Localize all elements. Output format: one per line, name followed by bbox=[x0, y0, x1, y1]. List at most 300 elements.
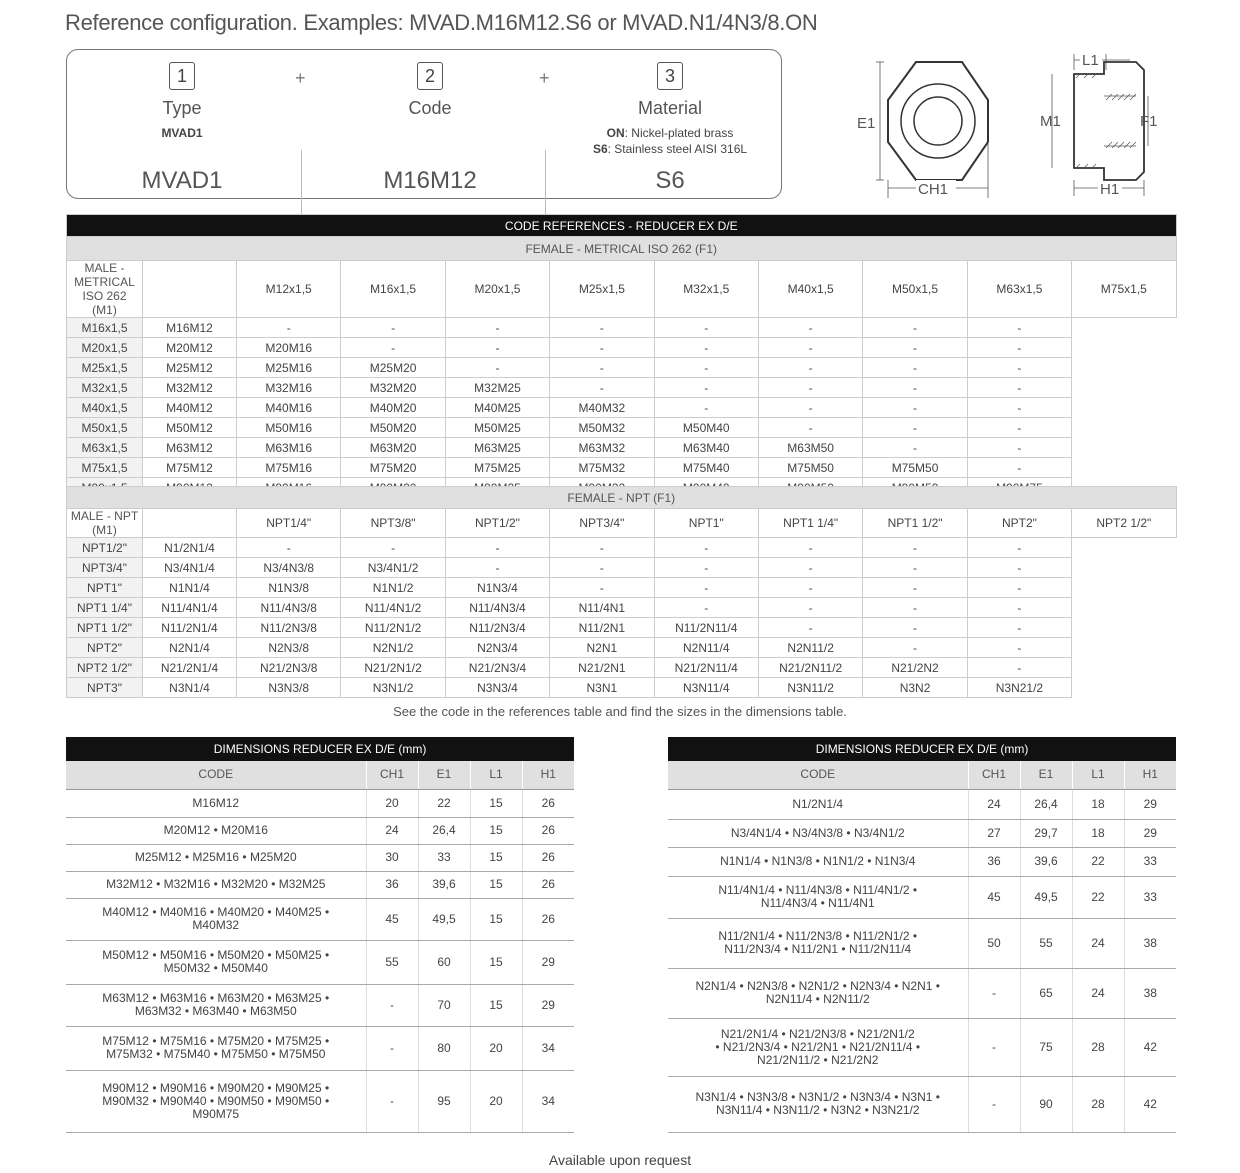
row-label: M20x1,5 bbox=[67, 338, 143, 358]
code-cell: - bbox=[758, 338, 862, 358]
code-cell: - bbox=[967, 378, 1071, 398]
table-row bbox=[66, 984, 574, 1026]
hex-front-view-drawing bbox=[850, 50, 1010, 200]
dimension-ch1: 36 bbox=[366, 871, 418, 898]
table-row bbox=[668, 1018, 1176, 1076]
column-header: NPT1" bbox=[654, 509, 758, 538]
dimension-e1: 80 bbox=[418, 1026, 470, 1070]
dimension-ch1: 45 bbox=[366, 898, 418, 940]
code-cell: M50M20 bbox=[341, 418, 445, 438]
table-row bbox=[67, 358, 1177, 378]
dimension-e1: 55 bbox=[1020, 918, 1072, 968]
code-cell: - bbox=[550, 318, 654, 338]
code-cell: - bbox=[967, 658, 1071, 678]
code-cell: - bbox=[967, 438, 1071, 458]
dimension-ch1: - bbox=[968, 1018, 1020, 1076]
dimension-h1: 38 bbox=[1124, 918, 1176, 968]
column-header: M25x1,5 bbox=[550, 261, 654, 318]
blank-header-cell bbox=[143, 261, 237, 318]
table-row bbox=[67, 318, 1177, 338]
code-cell: - bbox=[445, 358, 549, 378]
column-header: NPT3/8" bbox=[341, 509, 445, 538]
table-row bbox=[67, 658, 1177, 678]
dimension-ch1: - bbox=[366, 1070, 418, 1132]
column-header: M32x1,5 bbox=[654, 261, 758, 318]
dimension-ch1: - bbox=[366, 1026, 418, 1070]
code-cell bbox=[668, 819, 968, 847]
code-cell: N11/2N3/8 bbox=[237, 618, 341, 638]
dimension-h1: 34 bbox=[522, 1026, 574, 1070]
dimension-l1: 20 bbox=[470, 1026, 522, 1070]
code-cell: - bbox=[967, 618, 1071, 638]
config-label: Code bbox=[408, 98, 452, 118]
code-cell: - bbox=[654, 538, 758, 558]
code-cell: N2N11/2 bbox=[758, 638, 862, 658]
code-cell: M25M12 bbox=[143, 358, 237, 378]
code-cell: N11/2N3/4 bbox=[445, 618, 549, 638]
dimension-l1: 28 bbox=[1072, 1076, 1124, 1132]
code-cell: - bbox=[341, 538, 445, 558]
code-cell: N21/2N1 bbox=[550, 658, 654, 678]
code-cell: M75M50 bbox=[758, 458, 862, 478]
dimension-l1: 28 bbox=[1072, 1018, 1124, 1076]
code-cell bbox=[668, 1018, 968, 1076]
dimension-h1: 26 bbox=[522, 789, 574, 817]
dimension-e1: 49,5 bbox=[1020, 876, 1072, 918]
code-cell: - bbox=[967, 338, 1071, 358]
dimension-l1: 24 bbox=[1072, 968, 1124, 1018]
table-row bbox=[67, 638, 1177, 658]
code-cell: - bbox=[237, 318, 341, 338]
code-cell: M63M20 bbox=[341, 438, 445, 458]
code-line: N11/4N3/4 • N11/4N1 bbox=[760, 896, 875, 910]
code-cell: - bbox=[967, 598, 1071, 618]
dimension-column-header: CODE bbox=[668, 761, 968, 789]
code-cell: M25M20 bbox=[341, 358, 445, 378]
dimension-h1: 29 bbox=[1124, 819, 1176, 847]
dimension-e1: 39,6 bbox=[418, 871, 470, 898]
column-header: NPT2 1/2" bbox=[1072, 509, 1176, 538]
code-cell bbox=[66, 940, 366, 984]
code-cell: - bbox=[758, 358, 862, 378]
code-line: N1/2N1/4 bbox=[792, 796, 844, 811]
plus-sign: + bbox=[539, 68, 550, 88]
dimension-h1: 34 bbox=[522, 1070, 574, 1132]
code-cell: M40M12 bbox=[143, 398, 237, 418]
row-label: M50x1,5 bbox=[67, 418, 143, 438]
code-cell: - bbox=[863, 318, 967, 338]
dimensions-header-row bbox=[668, 761, 1176, 789]
code-cell: - bbox=[967, 578, 1071, 598]
code-cell: M50M32 bbox=[550, 418, 654, 438]
code-cell: N3N2 bbox=[863, 678, 967, 698]
config-step-number: 1 bbox=[169, 62, 195, 90]
config-sub-bold: ON bbox=[606, 126, 625, 140]
row-label: NPT1 1/4" bbox=[67, 598, 143, 618]
code-cell: M32M25 bbox=[445, 378, 549, 398]
dimension-e1: 75 bbox=[1020, 1018, 1072, 1076]
row-label: NPT1" bbox=[67, 578, 143, 598]
code-cell: M32M16 bbox=[237, 378, 341, 398]
code-cell bbox=[668, 847, 968, 876]
code-line: M50M12 • M50M16 • M50M20 • M50M25 • bbox=[102, 948, 330, 962]
config-material-column bbox=[555, 50, 785, 200]
code-cell: - bbox=[550, 338, 654, 358]
dimension-column-header: H1 bbox=[1124, 761, 1176, 789]
dimension-column-header: L1 bbox=[1072, 761, 1124, 789]
code-cell: N1N3/4 bbox=[445, 578, 549, 598]
dimension-e1: 26,4 bbox=[418, 817, 470, 844]
code-line: M63M32 • M63M40 • M63M50 bbox=[134, 1004, 297, 1018]
code-cell: M75M40 bbox=[654, 458, 758, 478]
code-line: M90M75 bbox=[192, 1106, 240, 1121]
code-cell bbox=[668, 789, 968, 819]
code-cell: N11/2N1/2 bbox=[341, 618, 445, 638]
column-header: NPT2" bbox=[967, 509, 1071, 538]
row-label: NPT3" bbox=[67, 678, 143, 698]
code-cell: N3N3/8 bbox=[237, 678, 341, 698]
code-cell: - bbox=[863, 338, 967, 358]
code-cell: M63M16 bbox=[237, 438, 341, 458]
config-sub bbox=[67, 125, 297, 141]
code-cell: N2N1/4 bbox=[143, 638, 237, 658]
code-cell: M75M50 bbox=[863, 458, 967, 478]
table-row bbox=[67, 598, 1177, 618]
dimension-h1: 42 bbox=[1124, 1076, 1176, 1132]
dimension-e1: 70 bbox=[418, 984, 470, 1026]
code-cell: M50M25 bbox=[445, 418, 549, 438]
code-line: N2N1/4 • N2N3/8 • N2N1/2 • N2N3/4 • N2N1 • bbox=[695, 979, 940, 993]
column-header: M63x1,5 bbox=[967, 261, 1071, 318]
code-cell: - bbox=[654, 558, 758, 578]
code-line: N11/2N3/4 • N11/2N1 • N11/2N11/4 bbox=[724, 942, 912, 956]
code-cell: - bbox=[654, 318, 758, 338]
row-label: NPT1 1/2" bbox=[67, 618, 143, 638]
npt-code-table bbox=[66, 486, 1177, 698]
code-line: M16M12 bbox=[192, 795, 240, 810]
column-header: M40x1,5 bbox=[758, 261, 862, 318]
dimension-e1: 29,7 bbox=[1020, 819, 1072, 847]
code-cell: N11/4N1 bbox=[550, 598, 654, 618]
code-cell: M63M12 bbox=[143, 438, 237, 458]
dimension-e1: 65 bbox=[1020, 968, 1072, 1018]
code-cell: M40M20 bbox=[341, 398, 445, 418]
row-label: M75x1,5 bbox=[67, 458, 143, 478]
dimension-l1: 22 bbox=[1072, 847, 1124, 876]
code-cell: M50M16 bbox=[237, 418, 341, 438]
code-cell: - bbox=[654, 598, 758, 618]
code-cell: - bbox=[758, 538, 862, 558]
dimension-l1: 22 bbox=[1072, 876, 1124, 918]
code-cell: M50M12 bbox=[143, 418, 237, 438]
code-cell: N3/4N3/8 bbox=[237, 558, 341, 578]
code-cell: - bbox=[967, 418, 1071, 438]
dimension-column-header: CODE bbox=[66, 761, 366, 789]
code-cell: N21/2N11/4 bbox=[654, 658, 758, 678]
code-line: N21/2N11/2 • N21/2N2 bbox=[757, 1052, 879, 1067]
dimension-h1: 29 bbox=[522, 940, 574, 984]
dimension-ch1: 30 bbox=[366, 844, 418, 871]
dimension-l1: 15 bbox=[470, 898, 522, 940]
code-cell bbox=[668, 876, 968, 918]
table-row bbox=[66, 940, 574, 984]
dimensions-table-metric bbox=[66, 737, 574, 1133]
row-label: M40x1,5 bbox=[67, 398, 143, 418]
code-line: M75M12 • M75M16 • M75M20 • M75M25 • bbox=[102, 1034, 330, 1048]
code-cell: - bbox=[758, 578, 862, 598]
dimension-ch1: 45 bbox=[968, 876, 1020, 918]
code-cell: - bbox=[445, 558, 549, 578]
config-value: M16M12 bbox=[383, 167, 477, 194]
config-sub bbox=[555, 125, 785, 157]
code-cell bbox=[668, 918, 968, 968]
code-cell: N3/4N1/2 bbox=[341, 558, 445, 578]
code-cell: - bbox=[341, 338, 445, 358]
config-sub-text: : Nickel-plated brass bbox=[624, 126, 734, 140]
dimension-h1: 26 bbox=[522, 817, 574, 844]
table-row bbox=[67, 418, 1177, 438]
code-cell: N3N21/2 bbox=[967, 678, 1071, 698]
dimension-e1: 95 bbox=[418, 1070, 470, 1132]
dimension-l1: 24 bbox=[1072, 918, 1124, 968]
code-cell: M63M40 bbox=[654, 438, 758, 458]
metric-code-table bbox=[66, 214, 1177, 498]
code-cell: M63M50 bbox=[758, 438, 862, 458]
code-line: M75M32 • M75M40 • M75M50 • M75M50 bbox=[106, 1047, 326, 1061]
code-cell: N3N1 bbox=[550, 678, 654, 698]
female-metric-header: FEMALE - METRICAL ISO 262 (F1) bbox=[67, 237, 1177, 261]
code-line: N1N1/4 • N1N3/8 • N1N1/2 • N1N3/4 bbox=[720, 854, 916, 868]
row-label: M16x1,5 bbox=[67, 318, 143, 338]
column-header: NPT1 1/2" bbox=[863, 509, 967, 538]
table-row bbox=[67, 538, 1177, 558]
code-cell: - bbox=[654, 338, 758, 358]
dimension-l1: 18 bbox=[1072, 789, 1124, 819]
code-cell: M16M12 bbox=[143, 318, 237, 338]
dimension-h1: 29 bbox=[522, 984, 574, 1026]
code-line: N3N11/4 • N3N11/2 • N3N2 • N3N21/2 bbox=[715, 1103, 920, 1117]
code-cell: - bbox=[967, 558, 1071, 578]
code-cell: - bbox=[967, 538, 1071, 558]
code-cell: M63M32 bbox=[550, 438, 654, 458]
dimension-h1: 38 bbox=[1124, 968, 1176, 1018]
code-cell bbox=[66, 898, 366, 940]
code-line: M90M12 • M90M16 • M90M20 • M90M25 • bbox=[102, 1080, 330, 1095]
code-cell: - bbox=[758, 598, 862, 618]
dimension-h1: 26 bbox=[522, 844, 574, 871]
dimension-h1: 42 bbox=[1124, 1018, 1176, 1076]
code-cell: - bbox=[758, 398, 862, 418]
code-cell: - bbox=[967, 398, 1071, 418]
dimension-ch1: - bbox=[968, 968, 1020, 1018]
table-row bbox=[67, 338, 1177, 358]
code-line: M32M12 • M32M16 • M32M20 • M32M25 bbox=[106, 877, 326, 891]
code-line: N3N1/4 • N3N3/8 • N3N1/2 • N3N3/4 • N3N1 • bbox=[695, 1090, 940, 1104]
lookup-note: See the code in the references table and find the sizes in the dimensions table. bbox=[393, 704, 847, 719]
code-cell: N3N11/2 bbox=[758, 678, 862, 698]
table-row bbox=[66, 844, 574, 871]
code-cell: M40M16 bbox=[237, 398, 341, 418]
table-row bbox=[66, 817, 574, 844]
code-cell bbox=[66, 871, 366, 898]
code-cell: - bbox=[758, 378, 862, 398]
code-cell: - bbox=[445, 538, 549, 558]
dimension-e1: 39,6 bbox=[1020, 847, 1072, 876]
dimensions-title-row bbox=[66, 737, 574, 761]
code-cell: - bbox=[863, 638, 967, 658]
dimension-ch1: 36 bbox=[968, 847, 1020, 876]
code-cell: N11/4N3/4 bbox=[445, 598, 549, 618]
dimension-e1: 60 bbox=[418, 940, 470, 984]
dimension-column-header: CH1 bbox=[366, 761, 418, 789]
dimension-ch1: 24 bbox=[968, 789, 1020, 819]
table-row bbox=[67, 618, 1177, 638]
code-cell: N1N1/2 bbox=[341, 578, 445, 598]
column-header: M50x1,5 bbox=[863, 261, 967, 318]
column-header: NPT1/2" bbox=[445, 509, 549, 538]
code-cell: - bbox=[758, 618, 862, 638]
column-header: NPT1 1/4" bbox=[758, 509, 862, 538]
male-npt-label: MALE - NPT (M1) bbox=[67, 509, 143, 538]
dimension-h1: 33 bbox=[1124, 876, 1176, 918]
table-row bbox=[67, 578, 1177, 598]
table-row bbox=[67, 458, 1177, 478]
code-cell: - bbox=[237, 538, 341, 558]
code-cell: - bbox=[863, 538, 967, 558]
code-cell: - bbox=[550, 538, 654, 558]
column-header: M12x1,5 bbox=[237, 261, 341, 318]
dimension-column-header: CH1 bbox=[968, 761, 1020, 789]
dimension-ch1: - bbox=[968, 1076, 1020, 1132]
code-line: M50M32 • M50M40 bbox=[163, 961, 268, 975]
code-cell: - bbox=[863, 618, 967, 638]
table-row bbox=[66, 871, 574, 898]
code-cell: M20M16 bbox=[237, 338, 341, 358]
table-row bbox=[67, 558, 1177, 578]
code-cell: N1/2N1/4 bbox=[143, 538, 237, 558]
dimensions-title: DIMENSIONS REDUCER EX D/E (mm) bbox=[66, 737, 574, 761]
male-metric-label: MALE - METRICAL ISO 262 (M1) bbox=[67, 261, 143, 318]
dimension-e1: 26,4 bbox=[1020, 789, 1072, 819]
column-header: M75x1,5 bbox=[1072, 261, 1176, 318]
code-cell: N3N1/4 bbox=[143, 678, 237, 698]
dimension-l1: 20 bbox=[470, 1070, 522, 1132]
code-cell: N21/2N3/8 bbox=[237, 658, 341, 678]
dimension-ch1: - bbox=[366, 984, 418, 1026]
dimensions-title: DIMENSIONS REDUCER EX D/E (mm) bbox=[668, 737, 1176, 761]
code-cell: M63M25 bbox=[445, 438, 549, 458]
code-cell: N11/2N11/4 bbox=[654, 618, 758, 638]
dimension-column-header: L1 bbox=[470, 761, 522, 789]
dimension-h1: 26 bbox=[522, 898, 574, 940]
config-sub-text: : Stainless steel AISI 316L bbox=[607, 142, 748, 156]
table-row bbox=[66, 1070, 574, 1132]
column-header-row bbox=[67, 261, 1177, 318]
code-cell: N2N11/4 bbox=[654, 638, 758, 658]
table-row bbox=[66, 1026, 574, 1070]
code-cell: N3N11/4 bbox=[654, 678, 758, 698]
table-row bbox=[67, 378, 1177, 398]
e1-label: E1 bbox=[857, 115, 876, 132]
availability-note: Available upon request bbox=[548, 1152, 692, 1168]
dimension-l1: 15 bbox=[470, 817, 522, 844]
code-cell: - bbox=[550, 358, 654, 378]
l1-label: L1 bbox=[1082, 52, 1099, 69]
configuration-box bbox=[66, 49, 782, 199]
code-cell: - bbox=[341, 318, 445, 338]
config-code-column bbox=[315, 50, 545, 200]
code-cell: M75M32 bbox=[550, 458, 654, 478]
female-npt-header: FEMALE - NPT (F1) bbox=[67, 487, 1177, 509]
code-cell: N21/2N2 bbox=[863, 658, 967, 678]
dimensions-header-row bbox=[66, 761, 574, 789]
code-cell bbox=[66, 789, 366, 817]
config-step-number: 3 bbox=[657, 62, 683, 90]
dimension-ch1: 24 bbox=[366, 817, 418, 844]
code-cell bbox=[66, 1070, 366, 1132]
code-line: M63M12 • M63M16 • M63M20 • M63M25 • bbox=[102, 991, 330, 1005]
row-label: NPT2" bbox=[67, 638, 143, 658]
dimension-e1: 22 bbox=[418, 789, 470, 817]
code-cell: - bbox=[863, 438, 967, 458]
h1-label: H1 bbox=[1100, 181, 1120, 198]
dimensions-title-row bbox=[668, 737, 1176, 761]
table-row bbox=[67, 678, 1177, 698]
code-cell: N11/2N1/4 bbox=[143, 618, 237, 638]
dimension-h1: 33 bbox=[1124, 847, 1176, 876]
code-cell: - bbox=[863, 578, 967, 598]
code-cell: M40M25 bbox=[445, 398, 549, 418]
code-cell: M32M12 bbox=[143, 378, 237, 398]
table-row bbox=[668, 847, 1176, 876]
dimension-e1: 33 bbox=[418, 844, 470, 871]
code-cell: N21/2N11/2 bbox=[758, 658, 862, 678]
column-header-row bbox=[67, 509, 1177, 538]
code-cell: M25M16 bbox=[237, 358, 341, 378]
dimension-column-header: H1 bbox=[522, 761, 574, 789]
code-cell: M20M12 bbox=[143, 338, 237, 358]
code-cell: - bbox=[550, 578, 654, 598]
code-cell: - bbox=[863, 398, 967, 418]
config-label: Type bbox=[162, 98, 202, 118]
config-label: Material bbox=[637, 98, 703, 118]
code-cell: - bbox=[967, 638, 1071, 658]
code-cell bbox=[66, 817, 366, 844]
code-cell bbox=[66, 984, 366, 1026]
table-row bbox=[668, 918, 1176, 968]
code-cell: N11/4N3/8 bbox=[237, 598, 341, 618]
dimension-l1: 15 bbox=[470, 789, 522, 817]
table-row bbox=[66, 789, 574, 817]
ch1-label: CH1 bbox=[918, 181, 949, 198]
config-step-number: 2 bbox=[417, 62, 443, 90]
code-cell: - bbox=[654, 378, 758, 398]
code-cell: N1N1/4 bbox=[143, 578, 237, 598]
code-line: M40M12 • M40M16 • M40M20 • M40M25 • bbox=[102, 905, 330, 919]
dimension-l1: 15 bbox=[470, 844, 522, 871]
code-cell: N11/2N1 bbox=[550, 618, 654, 638]
table-row bbox=[66, 898, 574, 940]
m1-label: M1 bbox=[1040, 113, 1061, 130]
table-row bbox=[67, 438, 1177, 458]
code-cell: - bbox=[863, 598, 967, 618]
code-cell: N21/2N1/4 bbox=[143, 658, 237, 678]
dimension-l1: 15 bbox=[470, 940, 522, 984]
code-cell: - bbox=[758, 418, 862, 438]
code-cell: - bbox=[863, 418, 967, 438]
code-cell: M40M32 bbox=[550, 398, 654, 418]
code-cell: M75M16 bbox=[237, 458, 341, 478]
